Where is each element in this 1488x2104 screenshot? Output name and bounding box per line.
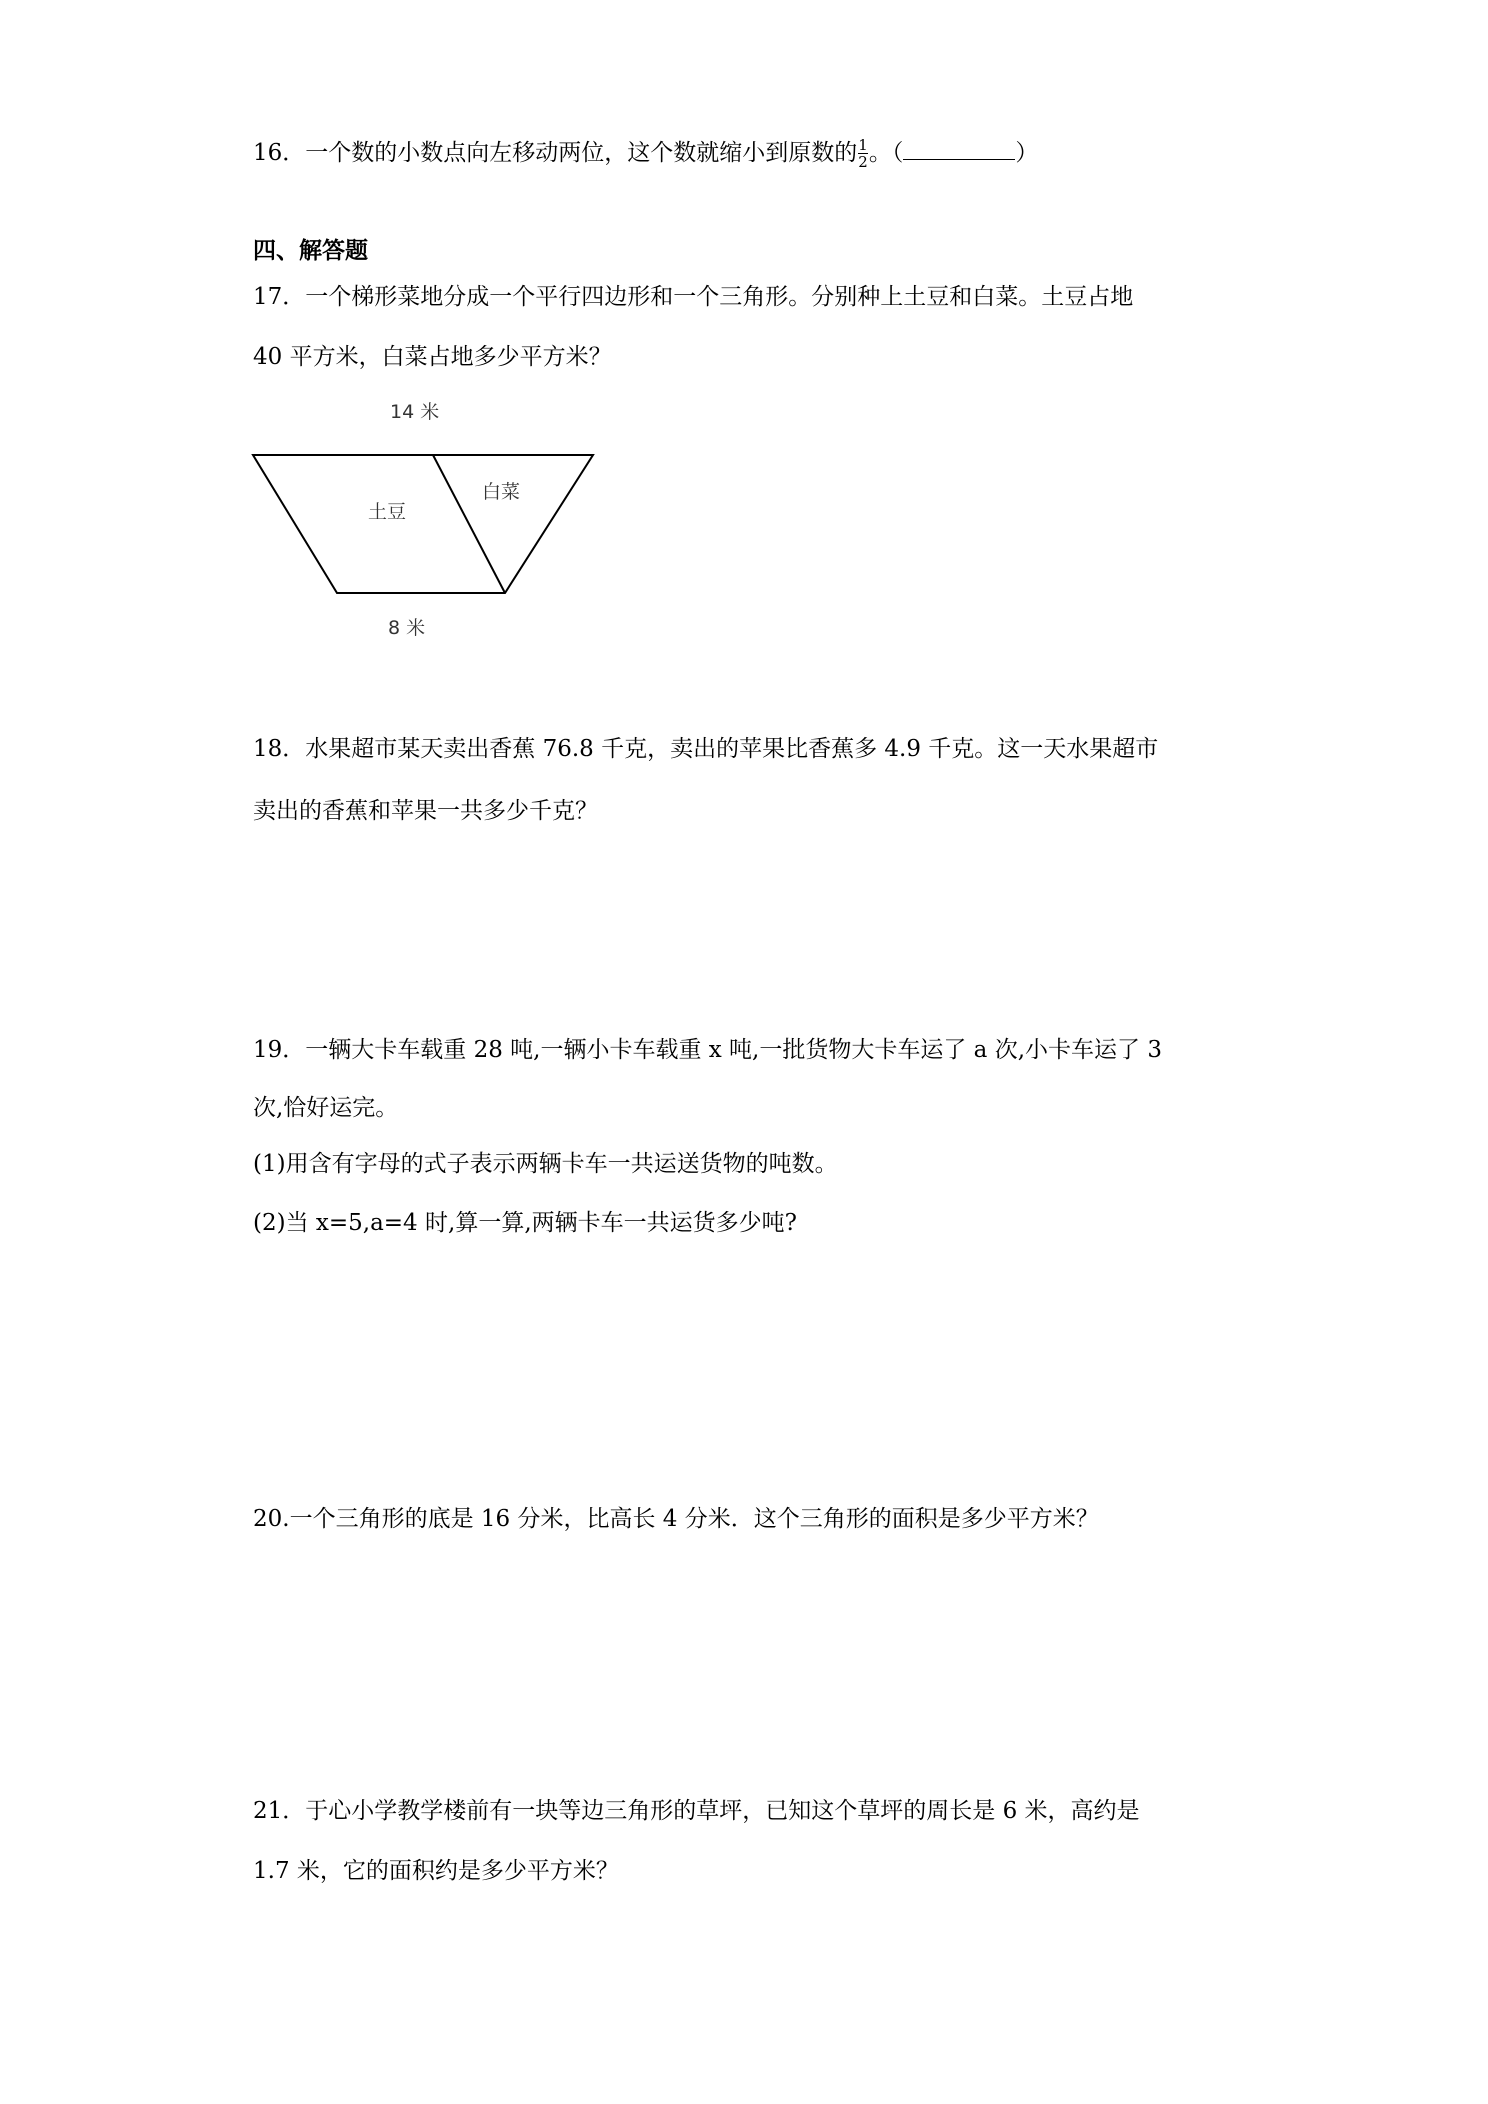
question-18-line-2: 卖出的香蕉和苹果一共多少千克？ xyxy=(253,798,598,824)
question-19-part-2: (2)当 x=5,a=4 时,算一算,两辆卡车一共运货多少吨? xyxy=(253,1210,797,1236)
question-21-line-1: 21．于心小学教学楼前有一块等边三角形的草坪，已知这个草坪的周长是 6 米，高约是 xyxy=(253,1798,1140,1824)
cabbage-region-label: 白菜 xyxy=(482,481,521,503)
potato-region-label: 土豆 xyxy=(368,501,407,523)
question-16-paren-open: 。（ xyxy=(868,140,904,166)
question-16-text: 16．一个数的小数点向左移动两位，这个数就缩小到原数的 xyxy=(253,140,858,166)
question-21-line-2: 1.7 米，它的面积约是多少平方米？ xyxy=(253,1858,619,1884)
question-18-line-1: 18．水果超市某天卖出香蕉 76.8 千克，卖出的苹果比香蕉多 4.9 千克。这一天水果超市 xyxy=(253,736,1159,762)
question-19-line-1: 19．一辆大卡车载重 28 吨,一辆小卡车载重 x 吨,一批货物大卡车运了 a 次,小卡车运了 3 xyxy=(253,1037,1162,1063)
trapezoid-outline xyxy=(253,455,593,593)
question-19-part-1: (1)用含有字母的式子表示两辆卡车一共运送货物的吨数。 xyxy=(253,1151,838,1177)
question-17-line-2: 40 平方米，白菜占地多少平方米？ xyxy=(253,344,612,370)
question-20-line-1: 20.一个三角形的底是 16 分米，比高长 4 分米．这个三角形的面积是多少平方米？ xyxy=(253,1506,1099,1532)
divider-line xyxy=(433,455,505,593)
bottom-length-label: 8 米 xyxy=(388,617,426,639)
fraction-numerator: 1 xyxy=(858,136,868,154)
question-19-line-2: 次,恰好运完。 xyxy=(253,1095,399,1121)
section-heading: 四、解答题 xyxy=(253,238,368,264)
question-17-line-1: 17．一个梯形菜地分成一个平行四边形和一个三角形。分别种上土豆和白菜。土豆占地 xyxy=(253,284,1134,310)
top-length-label: 14 米 xyxy=(390,401,440,423)
question-16-paren-close: ） xyxy=(1015,140,1039,166)
fraction-denominator: 2 xyxy=(858,153,868,171)
